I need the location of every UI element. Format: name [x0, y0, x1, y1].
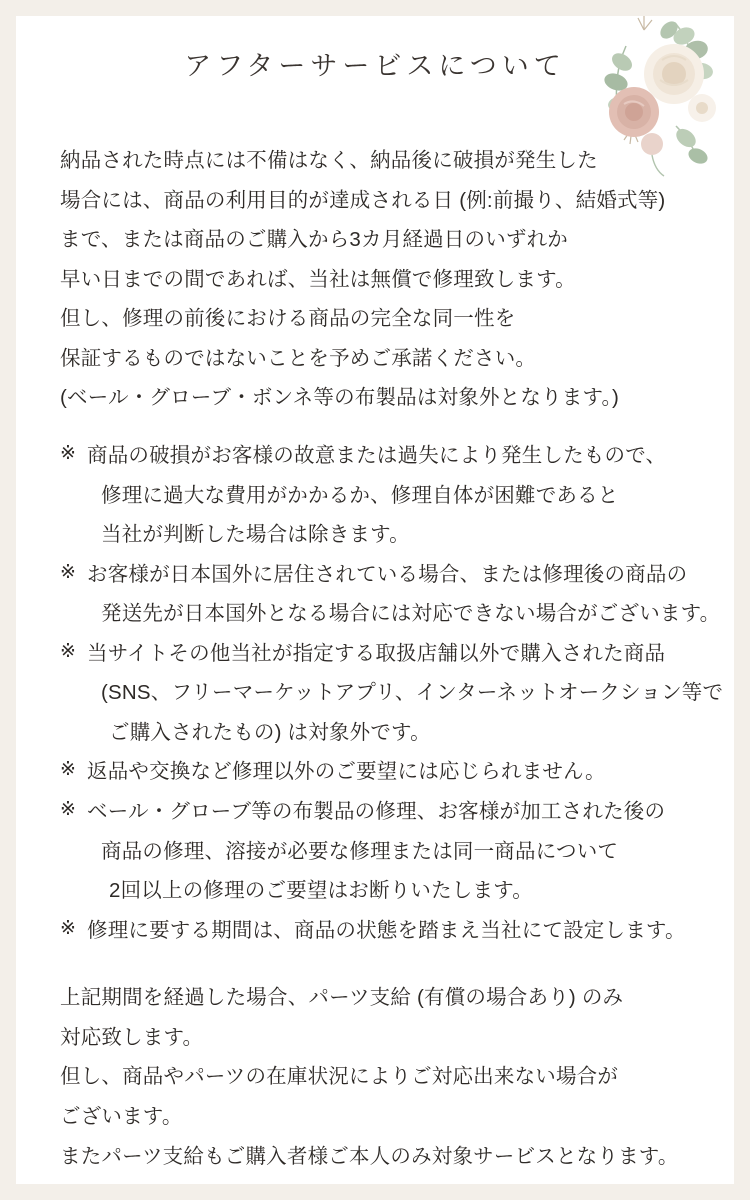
notes-list [60, 436, 724, 950]
intro-line: 但し、修理の前後における商品の完全な同一性を [60, 307, 516, 331]
note-line: 商品の修理、溶接が必要な修理または同一商品について [101, 839, 619, 863]
note-text [87, 752, 700, 792]
note-text [87, 436, 700, 555]
intro-paragraph [60, 141, 700, 418]
intro-line: まで、または商品のご購入から3カ月経過日のいずれか [60, 228, 568, 252]
list-item [60, 752, 700, 792]
note-line: 返品や交換など修理以外のご要望には応じられません。 [87, 760, 606, 784]
closing-line: 上記期間を経過した場合、パーツ支給 (有償の場合あり) のみ [60, 986, 624, 1010]
note-line: 修理に過大な費用がかかるか、修理自体が困難であると [101, 483, 619, 507]
note-mark: ※ [60, 640, 77, 662]
closing-line: 対応致します。 [60, 1025, 204, 1049]
note-mark: ※ [60, 917, 77, 939]
note-line: 2回以上の修理のご要望はお断りいたします。 [109, 879, 533, 903]
list-item [60, 555, 721, 634]
note-line: ベール・グローブ等の布製品の修理、お客様が加工された後の [87, 800, 666, 823]
note-mark: ※ [60, 442, 77, 464]
note-line: 当サイトその他当社が指定する取扱店舗以外で購入された商品 [87, 641, 666, 665]
closing-line: ございます。 [60, 1104, 183, 1128]
note-mark: ※ [60, 759, 77, 781]
note-line: ご購入されたもの) は対象外です。 [109, 720, 431, 744]
closing-line: 但し、商品やパーツの在庫状況によりご対応出来ない場合が [60, 1065, 619, 1089]
list-item [60, 436, 700, 555]
note-line: (SNS、フリーマーケットアプリ、インターネットオークション等で [101, 681, 724, 705]
list-item [60, 792, 700, 911]
note-text [87, 555, 720, 634]
intro-line: 納品された時点には不備はなく、納品後に破損が発生した [60, 149, 598, 172]
spacer [60, 968, 700, 978]
note-line: お客様が日本国外に居住されている場合、または修理後の商品の [87, 562, 688, 586]
note-text [87, 792, 700, 911]
note-line: 修理に要する期間は、商品の状態を踏まえ当社にて設定します。 [87, 918, 686, 942]
note-text [87, 911, 700, 951]
note-line: 商品の破損がお客様の故意または過失により発生したもので、 [87, 443, 667, 467]
note-mark: ※ [60, 561, 77, 583]
document-paper [16, 16, 734, 1184]
note-text [87, 634, 723, 753]
intro-line: 保証するものではないことを予めご承諾ください。 [60, 346, 537, 370]
document-body [60, 141, 724, 1176]
note-mark: ※ [60, 799, 77, 820]
note-line: 発送先が日本国外となる場合には対応できない場合がございます。 [101, 602, 721, 626]
page-title: アフターサービスについて [184, 51, 566, 81]
intro-line: 場合には、商品の利用目的が達成される日 (例:前撮り、結婚式等) [60, 188, 666, 212]
list-item [60, 911, 700, 951]
closing-line: またパーツ支給もご購入者様ご本人のみ対象サービスとなります。 [60, 1144, 679, 1168]
intro-line: (ベール・グローブ・ボンネ等の布製品は対象外となります。) [60, 386, 620, 410]
closing-paragraph [60, 978, 700, 1176]
note-line: 当社が判断した場合は除きます。 [101, 523, 410, 547]
intro-line: 早い日までの間であれば、当社は無償で修理致します。 [60, 267, 576, 291]
list-item [60, 634, 724, 753]
